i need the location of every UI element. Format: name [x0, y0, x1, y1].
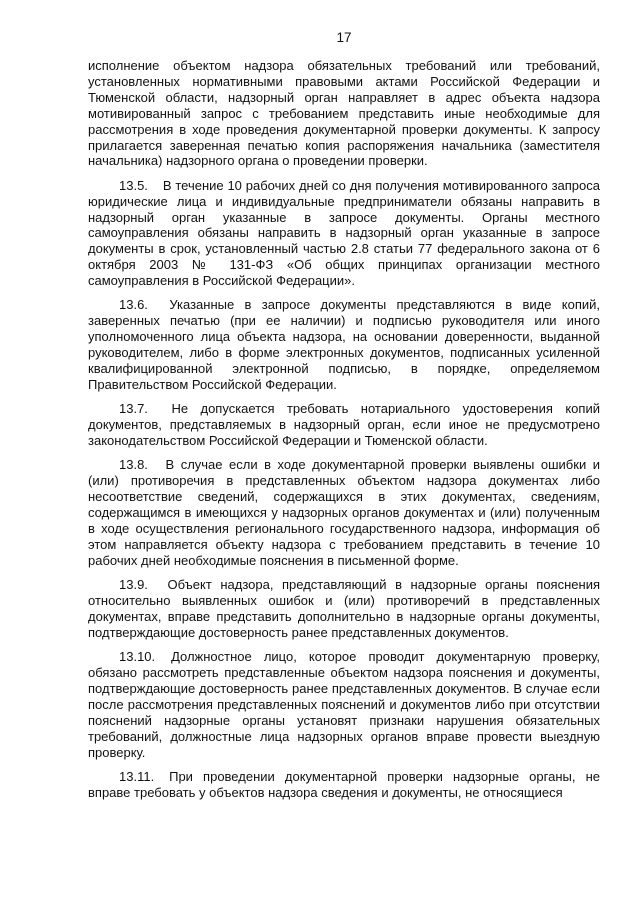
- paragraph-13-10: [88, 649, 600, 760]
- clause-number: 13.7.: [119, 401, 148, 417]
- paragraph-text: Указанные в запросе документы представляются в виде копий, заверенных печатью (при ее наличии) и подписью руководителя или иного уполномоченного лица объекта надзора, на основании доверенности, выданной руководителем, либо в форме электронных документов, подписанных усиленной квалифицированной электронной подписью, в порядке, определяемом Правительством Российской Федерации.: [88, 297, 600, 392]
- clause-number: 13.6.: [119, 297, 148, 313]
- paragraph-13-5: [88, 178, 600, 289]
- paragraph-text: В случае если в ходе документарной проверки выявлены ошибки и (или) противоречия в представленных объектом надзора документах либо несоответствие сведений, содержащихся в этих документах, сведениям, содержащимся в имеющихся у надзорных органов документах и (или) полученным в ходе осуществления регионального государственного надзора, информация об этом направляется объекту надзора с требованием представить в течение 10 рабочих дней необходимые пояснения в письменной форме.: [88, 457, 600, 568]
- paragraph-text: Должностное лицо, которое проводит документарную проверку, обязано рассмотреть представленные объектом надзора пояснения и документы, подтверждающие достоверность ранее представленных документов. В случае если после рассмотрения представленных пояснений и документов либо при отсутствии пояснений надзорные органы установят признаки нарушения обязательных требований, должностные лица надзорных органов вправе провести выездную проверку.: [88, 649, 600, 760]
- clause-number: 13.10.: [119, 649, 156, 665]
- paragraph-text: Объект надзора, представляющий в надзорные органы пояснения относительно выявленных ошибок и (или) противоречий в представленных документах, вправе представить дополнительно в надзорные органы документы, подтверждающие достоверность ранее представленных документов.: [88, 577, 600, 640]
- document-body: [88, 58, 600, 809]
- clause-number: 13.5.: [119, 177, 148, 193]
- page-number: 17: [336, 30, 352, 45]
- clause-number: 13.11.: [119, 768, 155, 784]
- paragraph-text: исполнение объектом надзора обязательных требований или требований, установленных нормативными правовыми актами Российской Федерации и Тюменской области, надзорный орган направляет в адрес объекта надзора мотивированный запрос с требованием представить иные необходимые для рассмотрения в ходе проведения документарной проверки документы. К запросу прилагается заверенная печатью копия распоряжения начальника (заместителя начальника) надзорного органа о проведении проверки.: [88, 58, 600, 169]
- document-page: [88, 0, 600, 905]
- paragraph-continuation: [88, 58, 600, 169]
- paragraph-text: При проведении документарной проверки надзорные органы, не вправе требовать у объектов надзора сведения и документы, не относящиеся: [88, 768, 600, 800]
- paragraph-13-6: [88, 297, 600, 392]
- clause-number: 13.9.: [119, 577, 148, 593]
- paragraph-13-7: [88, 401, 600, 449]
- paragraph-13-9: [88, 577, 600, 641]
- paragraph-13-11: [88, 769, 600, 801]
- paragraph-text: В течение 10 рабочих дней со дня получения мотивированного запроса юридические лица и индивидуальные предприниматели обязаны направить в надзорный орган указанные в запросе документы. Органы местного самоуправления обязаны направить в надзорный орган указанные в запросе документы в срок, установленный частью 2.8 статьи 77 федерального закона от 6 октября 2003 № 131-ФЗ «Об общих принципах организации местного самоуправления в Российской Федерации».: [88, 177, 601, 289]
- clause-number: 13.8.: [119, 457, 148, 473]
- paragraph-text: Не допускается требовать нотариального удостоверения копий документов, представляемых в надзорный орган, если иное не предусмотрено законодательством Российской Федерации и Тюменской области.: [88, 401, 600, 449]
- paragraph-13-8: [88, 457, 600, 568]
